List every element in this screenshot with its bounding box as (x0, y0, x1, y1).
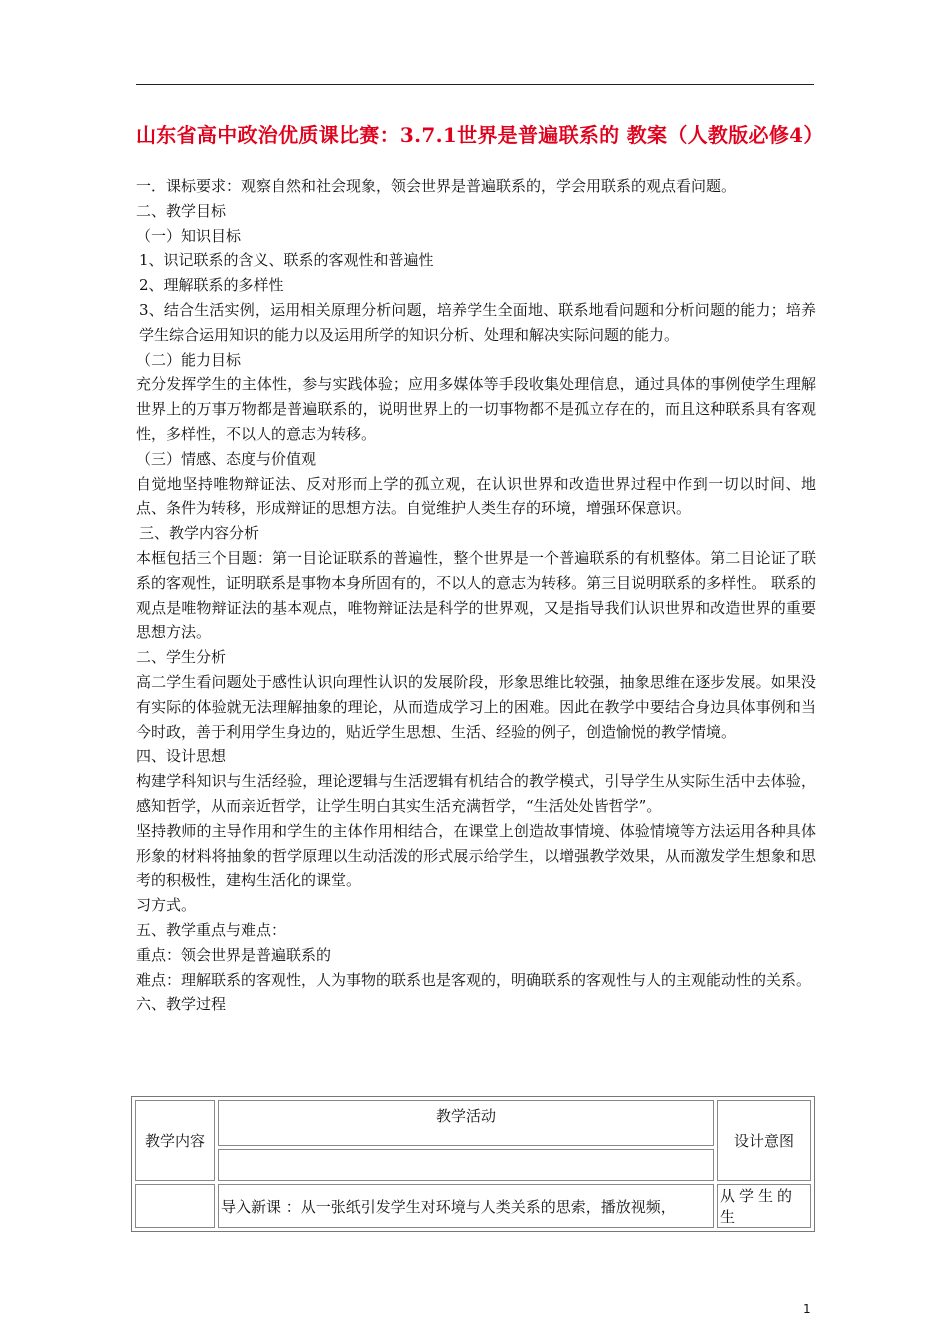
section-heading: 三、教学内容分析 (139, 524, 260, 543)
paragraph: 充分发挥学生的主体性，参与实践体验；应用多媒体等手段收集处理信息，通过具体的事例使学生理解世界上的万事万物都是普遍联系的，说明世界上的一切事物都不是孤立存在的，而且这种联系具有客观性，多样性，不以人的意志为转移。 (136, 375, 816, 443)
header-rule (136, 84, 814, 85)
list-item: 2、理解联系的多样性 (139, 276, 284, 295)
section-heading: 六、教学过程 (136, 995, 227, 1014)
header-intent-cell: 设计意图 (717, 1100, 811, 1181)
paragraph: 本框包括三个目题：第一目论证联系的普遍性，整个世界是一个普遍联系的有机整体。第二目论证了联系的客观性，证明联系是事物本身所固有的，不以人的意志为转移。第三目说明联系的多样性。 联系的观点是唯物辩证法的基本观点，唯物辩证法是科学的世界观，又是指导我们认识世界和改造世界的重要思想方法。 (136, 548, 816, 642)
document-body (136, 174, 816, 1017)
paragraph: 自觉地坚持唯物辩证法、反对形而上学的孤立观，在认识世界和改造世界过程中作到一切以时间、地点、条件为转移，形成辩证的思想方法。自觉维护人类生存的环境，增强环保意识。 (136, 474, 816, 518)
paragraph: 坚持教师的主导作用和学生的主体作用相结合，在课堂上创造故事情境、体验情境等方法运用各种具体形象的材料将抽象的哲学原理以生动活泼的形式展示给学生，以增强教学效果，从而激发学生想象和思考的积极性，建构生活化的课堂。 (136, 821, 816, 890)
section-heading: 二、学生分析 (136, 648, 227, 667)
paragraph: 习方式。 (136, 896, 197, 915)
paragraph: 难点：理解联系的客观性，人为事物的联系也是客观的，明确联系的客观性与人的主观能动性的关系。 (136, 970, 812, 989)
paragraph: 高二学生看问题处于感性认识向理性认识的发展阶段，形象思维比较强，抽象思维在逐步发展。如果没有实际的体验就无法理解抽象的理论，从而造成学习上的困难。因此在教学中要结合身边具体事例和当今时政，善于利用学生身边的，贴近学生思想、生活、经验的例子，创造愉悦的教学情境。 (136, 672, 816, 741)
subsection-heading: （三）情感、态度与价值观 (136, 449, 317, 468)
section-heading: 五、教学重点与难点： (136, 920, 287, 939)
paragraph: 重点：领会世界是普遍联系的 (136, 945, 332, 964)
paragraph: 一．课标要求：观察自然和社会现象，领会世界是普遍联系的，学会用联系的观点看问题。 (136, 177, 737, 195)
list-item: 1、识记联系的含义、联系的客观性和普遍性 (139, 251, 434, 270)
paragraph: 构建学科知识与生活经验，理论逻辑与生活逻辑有机结合的教学模式，引导学生从实际生活中去体验，感知哲学，从而亲近哲学，让学生明白其实生活充满哲学，“生活处处皆哲学”。 (136, 772, 816, 815)
document-title: 山东省高中政治优质课比赛：3.7.1世界是普遍联系的 教案（人教版必修4） (136, 123, 824, 147)
list-item: 3、结合生活实例，运用相关原理分析问题，培养学生全面地、联系地看问题和分析问题的能力；培养学生综合运用知识的能力以及运用所学的知识分析、处理和解决实际问题的能力。 (139, 300, 816, 344)
teaching-process-table (131, 1096, 815, 1232)
subsection-heading: （二）能力目标 (136, 350, 242, 369)
row-activity-cell: 导入新课 ：从一张纸引发学生对环境与人类关系的思索，播放视频， (218, 1184, 714, 1228)
page-number: 1 (803, 1302, 811, 1316)
row-content-cell (135, 1184, 215, 1228)
row-intent-cell: 从学生的生 (717, 1184, 811, 1228)
section-heading: 四、设计思想 (136, 747, 227, 766)
empty-subheader-cell (218, 1149, 714, 1181)
section-heading: 二、教学目标 (136, 201, 227, 220)
subsection-heading: （一）知识目标 (136, 226, 242, 245)
header-content-cell: 教学内容 (135, 1100, 215, 1181)
header-activity-cell: 教学活动 (218, 1100, 714, 1146)
